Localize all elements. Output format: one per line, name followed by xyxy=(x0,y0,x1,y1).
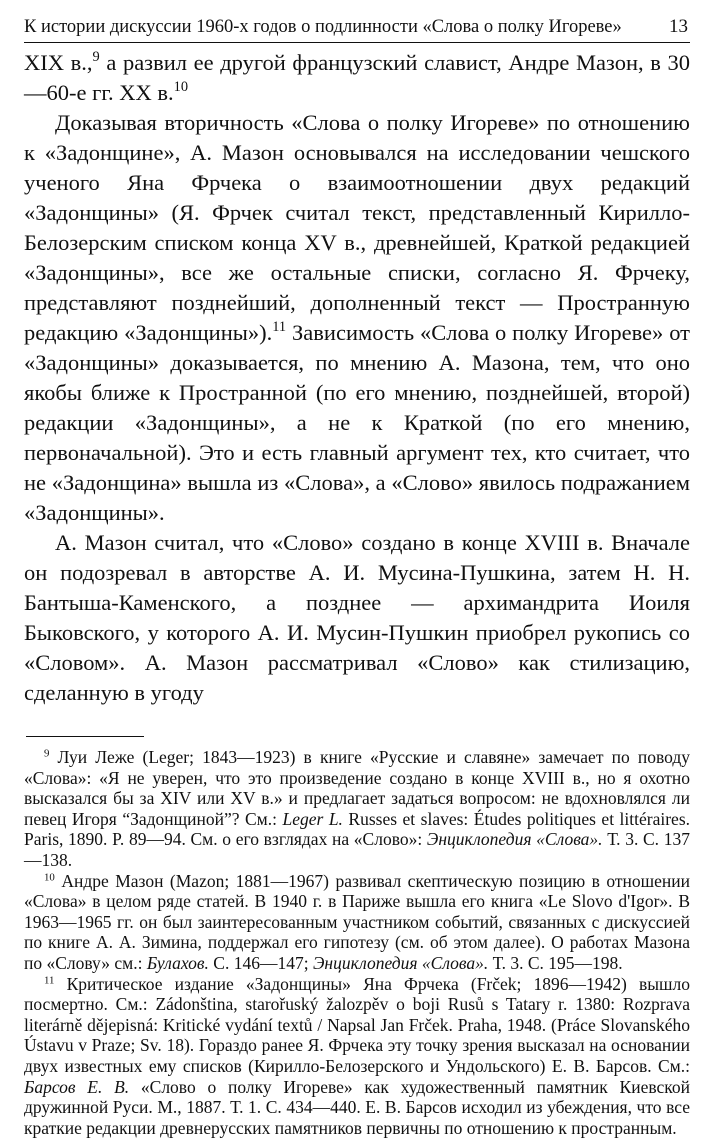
text-run: Доказывая вторичность «Слова о полку Игореве» по отношению к «Задонщине», А. Мазон основывался на исследовании чешского ученого Яна Фрчека о взаимоотношении двух редакций «Задонщины» (Я. Фрчек считал текст, представленный Кирилло-Белозерским списком конца XV в., древнейшей, Краткой редакцией «Задонщины», все же остальные списки, согласно Я. Фрчеку, представляют позднейший, дополненный текст — Пространную редакцию «Задонщины»). xyxy=(24,110,690,345)
paragraph-2 xyxy=(24,108,690,528)
main-text xyxy=(24,48,690,708)
footnote-citation: Барсов Е. В. xyxy=(24,1076,130,1097)
footnote-text: Андре Мазон (Mazon; 1881—1967) развивал скептическую позицию в отношении «Слова» в целом ряде статей. В 1940 г. в Париже вышла его книга «Le Slovo d'Igor». В 1963—1965 гг. он был заинтересованным участником событий, связанных с дискуссией по книге А. А. Зимина, поддержал его гипотезу (см. об этом далее). О работах Мазона по «Слову» см.: xyxy=(24,870,690,973)
footnote-9 xyxy=(24,747,690,871)
footnote-citation: Энциклопедия «Слова». xyxy=(426,829,603,850)
footnote-number: 11 xyxy=(44,974,55,987)
footnote-text: Луи Леже (Leger; 1843—1923) в книге «Русские и славяне» замечает по поводу «Слова»: «Я не уверен, что это произведение создано в конце XVIII в., но я охотно высказался бы за XIV или XV в.» и предлагает задаться вопросом: не вдохновлялся ли певец Игоря “Задонщиной”? См.: xyxy=(24,747,690,829)
running-title: К истории дискуссии 1960-х годов о подлинности «Слова о полку Игореве» xyxy=(24,17,622,37)
footnote-number: 10 xyxy=(44,871,55,884)
paragraph-3: А. Мазон считал, что «Слово» создано в конце XVIII в. Вначале он подозревал в авторстве А. И. Мусина-Пушкина, затем Н. Н. Бантыша-Каменского, а позднее — архимандрита Иоиля Быковского, у которого А. И. Мусин-Пушкин приобрел рукопись со «Словом». А. Мазон рассматривал «Слово» как стилизацию, сделанную в угоду xyxy=(24,530,690,705)
text-run: XIX в., xyxy=(24,50,93,75)
footnote-11 xyxy=(24,974,690,1138)
footnote-number: 9 xyxy=(44,747,50,760)
footnote-reference[interactable]: 10 xyxy=(173,79,189,96)
footnote-text: Russes et slaves: Études politiques et littéraires. Paris, 1890. P. 89—94. См. о его взглядах на «Слово»: xyxy=(24,808,691,850)
text-run: Зависимость «Слова о полку Игореве» от «Задонщины» доказывается, по мнению А. Мазона, тем, что оно якобы ближе к Пространной (по его мнению, позднейшей, второй) редакции «Задонщины», а не к Краткой (по его мнению, первоначальной). Это и есть главный аргумент тех, кто считает, что не «Задонщина» вышла из «Слова», а «Слово» явилось подражанием «Задонщины». xyxy=(24,320,690,525)
footnote-text: Т. 3. С. 195—198. xyxy=(488,952,623,973)
book-page xyxy=(24,16,691,1138)
footnote-separator xyxy=(26,736,144,737)
footnote-text: Т. 3. С. 137—138. xyxy=(24,829,690,870)
footnote-text: С. 146—147; xyxy=(208,952,313,973)
footnote-reference[interactable]: 11 xyxy=(272,319,287,336)
paragraph-1 xyxy=(24,48,690,108)
footnote-reference[interactable]: 9 xyxy=(92,49,100,66)
footnote-text: Критическое издание «Задонщины» Яна Фрчека (Frček; 1896—1942) вышло посмертно. См.: Zádonština, starořuský žalozpěv o boji Rusů s Tatary r. 1380: Rozprava literárně dějepisná: Kritické vydání textů / Napsal Jan Frček. Praha, 1948. (Práce Slovanského Ústavu v Praze; Sv. 18). Гораздо ранее Я. Фрчека эту точку зрения высказал на основании двух известных ему списков (Кирилло-Белозерского и Ундольского) Е. В. Барсов. См.: xyxy=(24,973,690,1076)
running-head xyxy=(24,16,690,43)
footnote-citation: Энциклопедия «Слова». xyxy=(312,952,489,973)
footnote-citation: Leger L. xyxy=(282,808,343,829)
page-number: 13 xyxy=(669,16,688,37)
footnotes xyxy=(24,747,690,1138)
footnote-text: «Слово о полку Игореве» как художественный памятник Киевской дружинной Руси. М., 1887. Т. 1. С. 434—440. Е. В. Барсов исходил из убеждения, что все краткие редакции древнерусских памятников первичны по отношению к пространным. xyxy=(24,1076,690,1138)
text-run: а развил ее другой французский славист, Андре Мазон, в 30—60-е гг. XX в. xyxy=(24,50,690,105)
footnote-citation: Булахов. xyxy=(146,952,209,973)
footnote-10 xyxy=(24,871,690,974)
